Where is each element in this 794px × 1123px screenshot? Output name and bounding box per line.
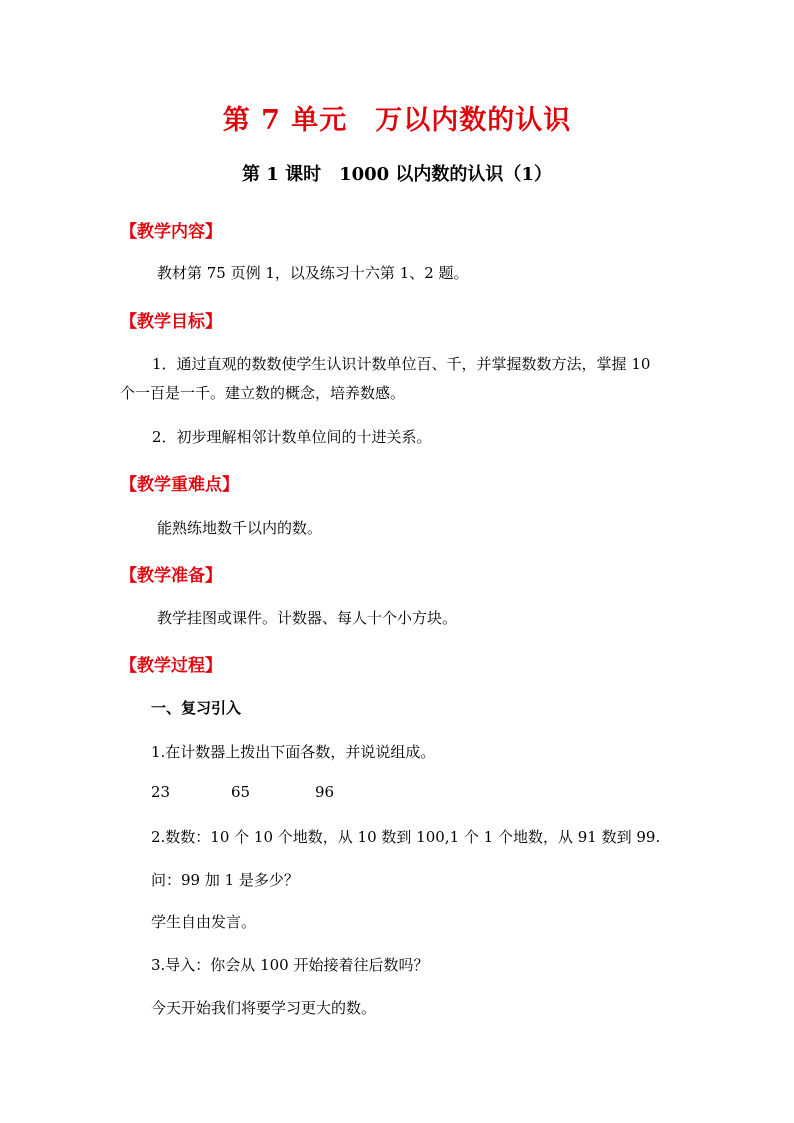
process-conclusion: 今天开始我们将要学习更大的数。 [151,999,377,1017]
number-item: 96 [315,783,335,801]
heading-teaching-content: 【教学内容】 [120,222,222,242]
process-part-1-title: 一、复习引入 [151,699,242,717]
goal-item-1-line-2: 个一百是一千。建立数的概念，培养数感。 [120,384,406,402]
process-step-3: 3.导入：你会从 100 开始接着往后数吗？ [151,956,429,974]
lesson-subtitle: 第 1 课时 1000 以内数的认识（1） [242,164,552,185]
heading-key-points: 【教学重难点】 [120,475,239,495]
goal-item-2: 2．初步理解相邻计数单位间的十进关系。 [152,428,432,446]
process-answer: 学生自由发言。 [151,913,257,931]
number-item: 65 [231,783,251,801]
process-step-2: 2.数数：10 个 10 个地数，从 10 数到 100,1 个 1 个地数，从 91 数到 99. [151,828,661,846]
heading-preparation: 【教学准备】 [120,566,222,586]
key-points-text: 能熟练地数千以内的数。 [157,519,323,537]
unit-title: 第 7 单元 万以内数的认识 [222,105,572,136]
teaching-content-text: 教材第 75 页例 1，以及练习十六第 1、2 题。 [157,264,469,282]
heading-teaching-goals: 【教学目标】 [120,312,222,332]
goal-item-1-line-1: 1．通过直观的数数使学生认识计数单位百、千，并掌握数数方法，掌握 10 [152,355,651,373]
process-question: 问：99 加 1 是多少？ [151,871,299,889]
preparation-text: 教学挂图或课件。计数器、每人十个小方块。 [157,609,458,627]
process-step-1: 1.在计数器上拨出下面各数，并说说组成。 [151,743,436,761]
heading-teaching-process: 【教学过程】 [120,656,222,676]
number-item: 23 [151,783,171,801]
number-list [151,783,334,801]
